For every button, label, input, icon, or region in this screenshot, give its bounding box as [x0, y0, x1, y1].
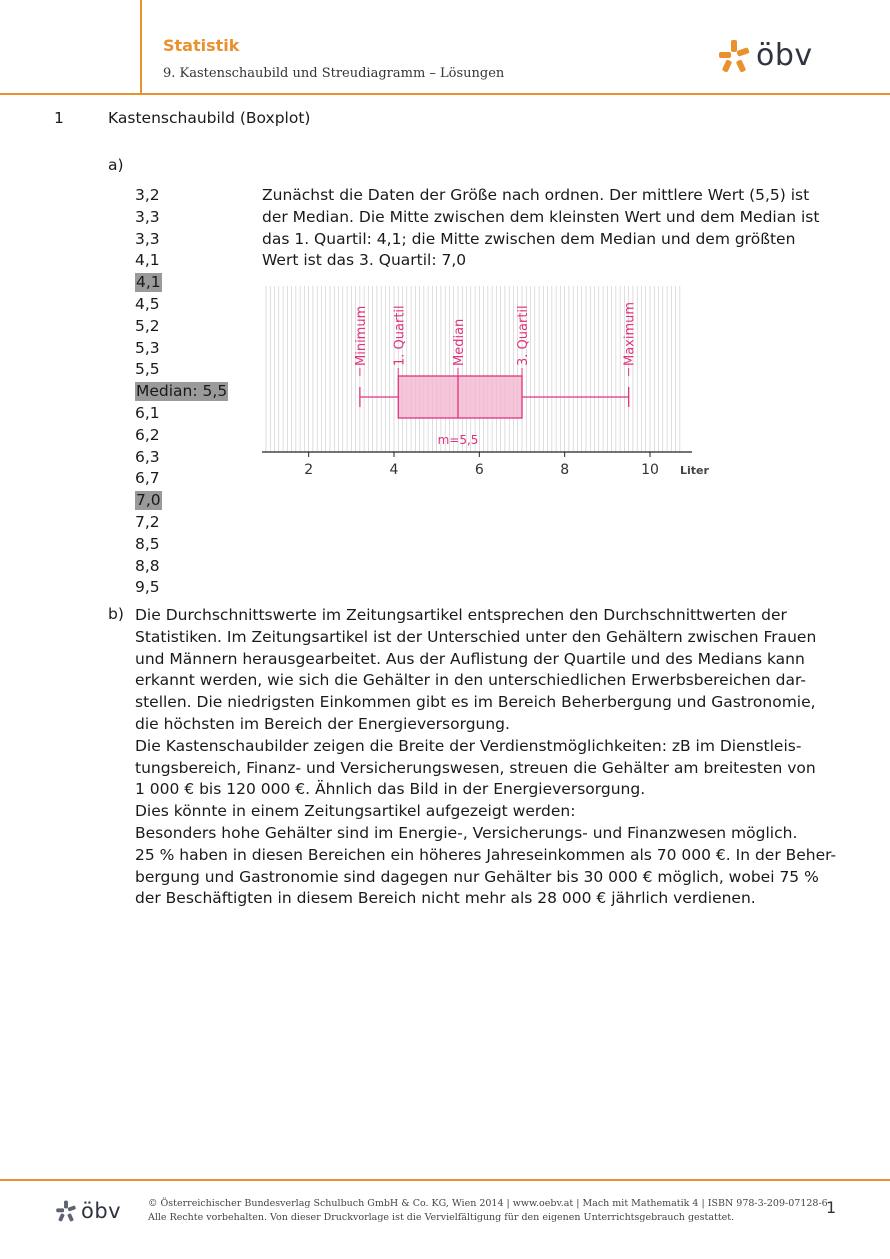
value-item	[135, 556, 228, 578]
x-tick-label: 8	[560, 462, 570, 478]
highlighted-value: 4,1	[136, 273, 161, 292]
answer-b-line: erkannt werden, wie sich die Gehälter in den unterschiedlichen Erwerbsbereichen dar-	[135, 671, 806, 690]
value-item	[135, 381, 228, 403]
x-tick-label: 2	[304, 462, 314, 478]
value-item	[135, 316, 228, 338]
value-item	[135, 250, 228, 272]
answer-b-line: bergung und Gastronomie sind dagegen nur Gehälter bis 30 000 € möglich, wobei 75 %	[135, 867, 819, 886]
value-item	[135, 425, 228, 447]
value-item	[135, 294, 228, 316]
value-item	[135, 338, 228, 360]
answer-b-line: tungsbereich, Finanz- und Versicherungswesen, streuen die Gehälter am breitesten von	[135, 758, 816, 777]
header-rule	[0, 93, 890, 95]
value-item	[135, 359, 228, 381]
page-number: 1	[826, 1198, 837, 1217]
section-title: Statistik	[163, 36, 240, 55]
footer-logo-text: öbv	[81, 1199, 122, 1223]
value-item	[135, 512, 228, 534]
iqr-box	[398, 376, 522, 418]
value-item	[135, 229, 228, 251]
answer-b-line: und Männern herausgearbeitet. Aus der Auflistung der Quartile und des Medians kann	[135, 649, 805, 668]
answer-b-line: Statistiken. Im Zeitungsartikel ist der Unterschied unter den Gehältern zwischen Frauen	[135, 627, 817, 646]
value-text: 5,5	[135, 360, 160, 379]
value-item	[135, 447, 228, 469]
value-text: 4,5	[135, 294, 160, 313]
x-tick-label: 6	[474, 462, 484, 478]
value-text: 6,7	[135, 469, 160, 488]
section-subtitle: 9. Kastenschaubild und Streudiagramm – Lösungen	[163, 66, 505, 81]
annotation-label: 1. Quartil	[392, 305, 408, 366]
boxplot-chart	[262, 280, 712, 480]
value-item	[135, 185, 228, 207]
logo-text: öbv	[756, 38, 813, 73]
asterisk-logo-icon	[718, 39, 750, 73]
value-text: 3,2	[135, 186, 160, 204]
header-divider	[140, 0, 142, 94]
value-item	[135, 272, 228, 294]
answer-b-line: Besonders hohe Gehälter sind im Energie-, Versicherungs- und Finanzwesen möglich.	[135, 823, 798, 842]
subtask-b-label: b)	[108, 605, 124, 623]
footer-copyright	[148, 1197, 828, 1225]
value-text: 6,1	[135, 403, 160, 422]
x-axis-label: Liter	[680, 464, 709, 477]
answer-b-text	[135, 605, 840, 910]
footer-line-1: © Österreichischer Bundesverlag Schulbuch GmbH & Co. KG, Wien 2014 | www.oebv.at | Mach mit Mathematik 4 | ISBN 978-3-209-07128-6	[148, 1198, 828, 1209]
answer-b-line: 25 % haben in diesen Bereichen ein höheres Jahreseinkommen als 70 000 €. In der Beher-	[135, 845, 837, 864]
value-text: 7,2	[135, 512, 160, 531]
value-item	[135, 403, 228, 425]
value-item	[135, 534, 228, 556]
value-item	[135, 490, 228, 512]
subtask-a-label: a)	[108, 156, 124, 174]
task-title: Kastenschaubild (Boxplot)	[108, 109, 311, 127]
asterisk-logo-icon	[55, 1200, 77, 1222]
value-text: 5,3	[135, 338, 160, 357]
answer-b-line: Die Kastenschaubilder zeigen die Breite der Verdienstmöglichkeiten: zB im Dienstleis-	[135, 736, 802, 755]
footer-line-2: Alle Rechte vorbehalten. Von dieser Druckvorlage ist die Vervielfältigung für den eigenen Unterrichtsgebrauch gestattet.	[148, 1212, 735, 1223]
value-text: 4,1	[135, 251, 160, 270]
footer-rule	[0, 1179, 890, 1181]
answer-b-line: die höchsten im Bereich der Energieversorgung.	[135, 714, 510, 733]
answer-b-line: Dies könnte in einem Zeitungsartikel aufgezeigt werden:	[135, 802, 576, 821]
value-item	[135, 577, 228, 599]
explanation-text: Zunächst die Daten der Größe nach ordnen. Der mittlere Wert (5,5) ist der Median. Die Mitte zwischen dem kleinsten Wert und dem Median ist das 1. Quartil: 4,1; die Mitte zwischen dem Median und dem größten Wert ist das 3. Quartil: 7,0	[262, 186, 820, 270]
value-text: 9,5	[135, 578, 160, 597]
answer-b-line: Die Durchschnittswerte im Zeitungsartikel entsprechen den Durchschnittwerten der	[135, 606, 787, 624]
x-tick-label: 4	[389, 462, 399, 478]
value-text: 3,3	[135, 207, 160, 226]
boxplot-elements	[360, 368, 629, 418]
annotation-label: 3. Quartil	[516, 305, 531, 366]
answer-b-line: 1 000 € bis 120 000 €. Ähnlich das Bild in der Energieversorgung.	[135, 780, 646, 799]
value-text: 6,2	[135, 425, 160, 444]
value-item	[135, 468, 228, 490]
answer-b-line: der Beschäftigten in diesem Bereich nicht mehr als 28 000 € jährlich verdienen.	[135, 889, 756, 908]
header-logo	[718, 38, 813, 73]
sorted-values-list	[135, 185, 228, 599]
highlighted-value: Median: 5,5	[136, 382, 228, 401]
annotation-label: Minimum	[353, 305, 369, 366]
value-text: 8,5	[135, 534, 160, 553]
value-text: 5,2	[135, 316, 160, 335]
median-label: m=5,5	[437, 433, 479, 447]
value-item	[135, 207, 228, 229]
annotation-label: Maximum	[622, 301, 638, 366]
value-text: 8,8	[135, 556, 160, 575]
footer-logo	[55, 1199, 121, 1223]
value-text: 3,3	[135, 229, 160, 248]
answer-b-line: stellen. Die niedrigsten Einkommen gibt es im Bereich Beherbergung und Gastronomie,	[135, 693, 816, 712]
x-tick-label: 10	[641, 462, 659, 478]
annotation-label: Median	[452, 318, 467, 366]
highlighted-value: 7,0	[136, 491, 161, 510]
value-text: 6,3	[135, 447, 160, 466]
task-number: 1	[54, 109, 64, 127]
